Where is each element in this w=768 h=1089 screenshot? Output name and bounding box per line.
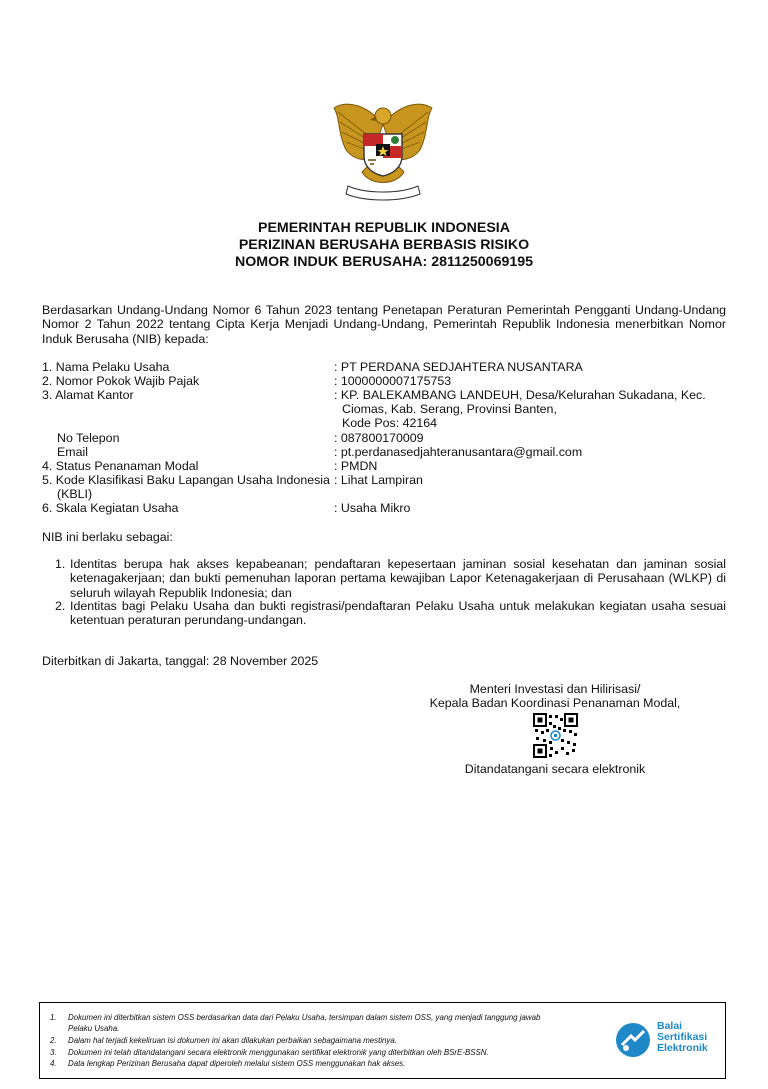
field-value-npwp: : 1000000007175753 (334, 374, 452, 388)
footnote-text-continued: Pelaku Usaha. (68, 1024, 120, 1033)
intro-paragraph: Berdasarkan Undang-Undang Nomor 6 Tahun 2023 tentang Penetapan Peraturan Pemerintah Pengganti Undang-Undang Nomor 2 Tahun 2022 tentang Cipta Kerja Menjadi Undang-Undang, Pemerintah Republik Indonesia menerbitkan Nomor Induk Berusaha (NIB) kepada: (42, 303, 726, 346)
footnote-number: 3. (50, 1048, 57, 1057)
field-value-address-line1: : KP. BALEKAMBANG LANDEUH, Desa/Kelurahan Sukadana, Kec. (334, 388, 706, 402)
field-label-business-name: 1. Nama Pelaku Usaha (42, 360, 170, 374)
field-label-capital-status: 4. Status Penanaman Modal (42, 459, 199, 473)
field-value-address-line2: Ciomas, Kab. Serang, Provinsi Banten, (342, 402, 557, 416)
permit-title: PERIZINAN BERUSAHA BERBASIS RISIKO (238, 237, 530, 253)
field-value-capital-status: : PMDN (334, 459, 378, 473)
field-label-address: 3. Alamat Kantor (42, 388, 134, 402)
electronic-signature-note: Ditandatangani secara elektronik (464, 762, 646, 776)
bsre-logo-line3: Elektronik (657, 1042, 708, 1054)
validity-item-number: 2. (55, 599, 66, 613)
validity-intro: NIB ini berlaku sebagai: (42, 530, 173, 544)
bsre-logo-line1: Balai (657, 1020, 683, 1032)
field-label-kbli-abbr: (KBLI) (57, 487, 93, 501)
gov-title: PEMERINTAH REPUBLIK INDONESIA (258, 220, 510, 236)
footnote-number: 1. (50, 1013, 57, 1022)
field-value-phone: : 087800170009 (334, 431, 424, 445)
footnote-number: 4. (50, 1059, 57, 1068)
field-value-email: : pt.perdanasedjahteranusantara@gmail.com (334, 445, 583, 459)
signatory-title-line1: Menteri Investasi dan Hilirisasi/ (469, 682, 641, 696)
bsre-logo-line2: Sertifikasi (657, 1031, 708, 1043)
footnote-text: Dalam hal terjadi kekeliruan isi dokumen ini akan dilakukan perbaikan sebagaimana mestinya. (68, 1036, 397, 1045)
footnote-text: Dokumen ini telah ditandatangani secara elektronik menggunakan sertifikat elektronik yang diterbitkan oleh BSrE-BSSN. (68, 1048, 489, 1057)
footer-notes-box (39, 1002, 726, 1079)
field-value-business-name: : PT PERDANA SEDJAHTERA NUSANTARA (334, 360, 583, 374)
field-value-address-line3: Kode Pos: 42164 (342, 416, 438, 430)
validity-item-text: Identitas bagi Pelaku Usaha dan bukti registrasi/pendaftaran Pelaku Usaha untuk melakukan kegiatan usaha sesuai ketentuan peraturan perundang-undangan. (70, 599, 726, 628)
field-label-npwp: 2. Nomor Pokok Wajib Pajak (42, 374, 200, 388)
validity-item-text: Identitas berupa hak akses kepabeanan; pendaftaran kepesertaan jaminan sosial kesehatan dan jaminan sosial ketenagakerjaan; dan bukti pemenuhan laporan pertama kewajiban Lapor Ketenagakerjaan di Perusahaan (WLKP) di seluruh wilayah Republik Indonesia; dan (70, 557, 726, 600)
signatory-title-line2: Kepala Badan Koordinasi Penanaman Modal, (429, 696, 681, 710)
nib-number-title: NOMOR INDUK BERUSAHA: 2811250069195 (234, 254, 534, 270)
bsre-logo-icon (614, 1021, 652, 1059)
field-label-business-scale: 6. Skala Kegiatan Usaha (42, 501, 179, 515)
field-value-kbli: : Lihat Lampiran (334, 473, 423, 487)
qr-code-icon (533, 713, 578, 758)
footnote-text: Data lengkap Perizinan Berusaha dapat diperoleh melalui sistem OSS menggunakan hak akses. (68, 1059, 406, 1068)
validity-item-number: 1. (55, 557, 66, 571)
footnote-text: Dokumen ini diterbitkan sistem OSS berdasarkan data dari Pelaku Usaha, tersimpan dalam sistem OSS, yang menjadi tanggung jawab (68, 1013, 541, 1022)
field-label-kbli: 5. Kode Klasifikasi Baku Lapangan Usaha Indonesia (42, 473, 330, 487)
field-label-email: Email (57, 445, 88, 459)
field-value-business-scale: : Usaha Mikro (334, 501, 411, 515)
garuda-emblem-icon (326, 94, 440, 204)
footnote-number: 2. (50, 1036, 57, 1045)
field-label-phone: No Telepon (57, 431, 120, 445)
issued-date: Diterbitkan di Jakarta, tanggal: 28 November 2025 (42, 654, 319, 668)
